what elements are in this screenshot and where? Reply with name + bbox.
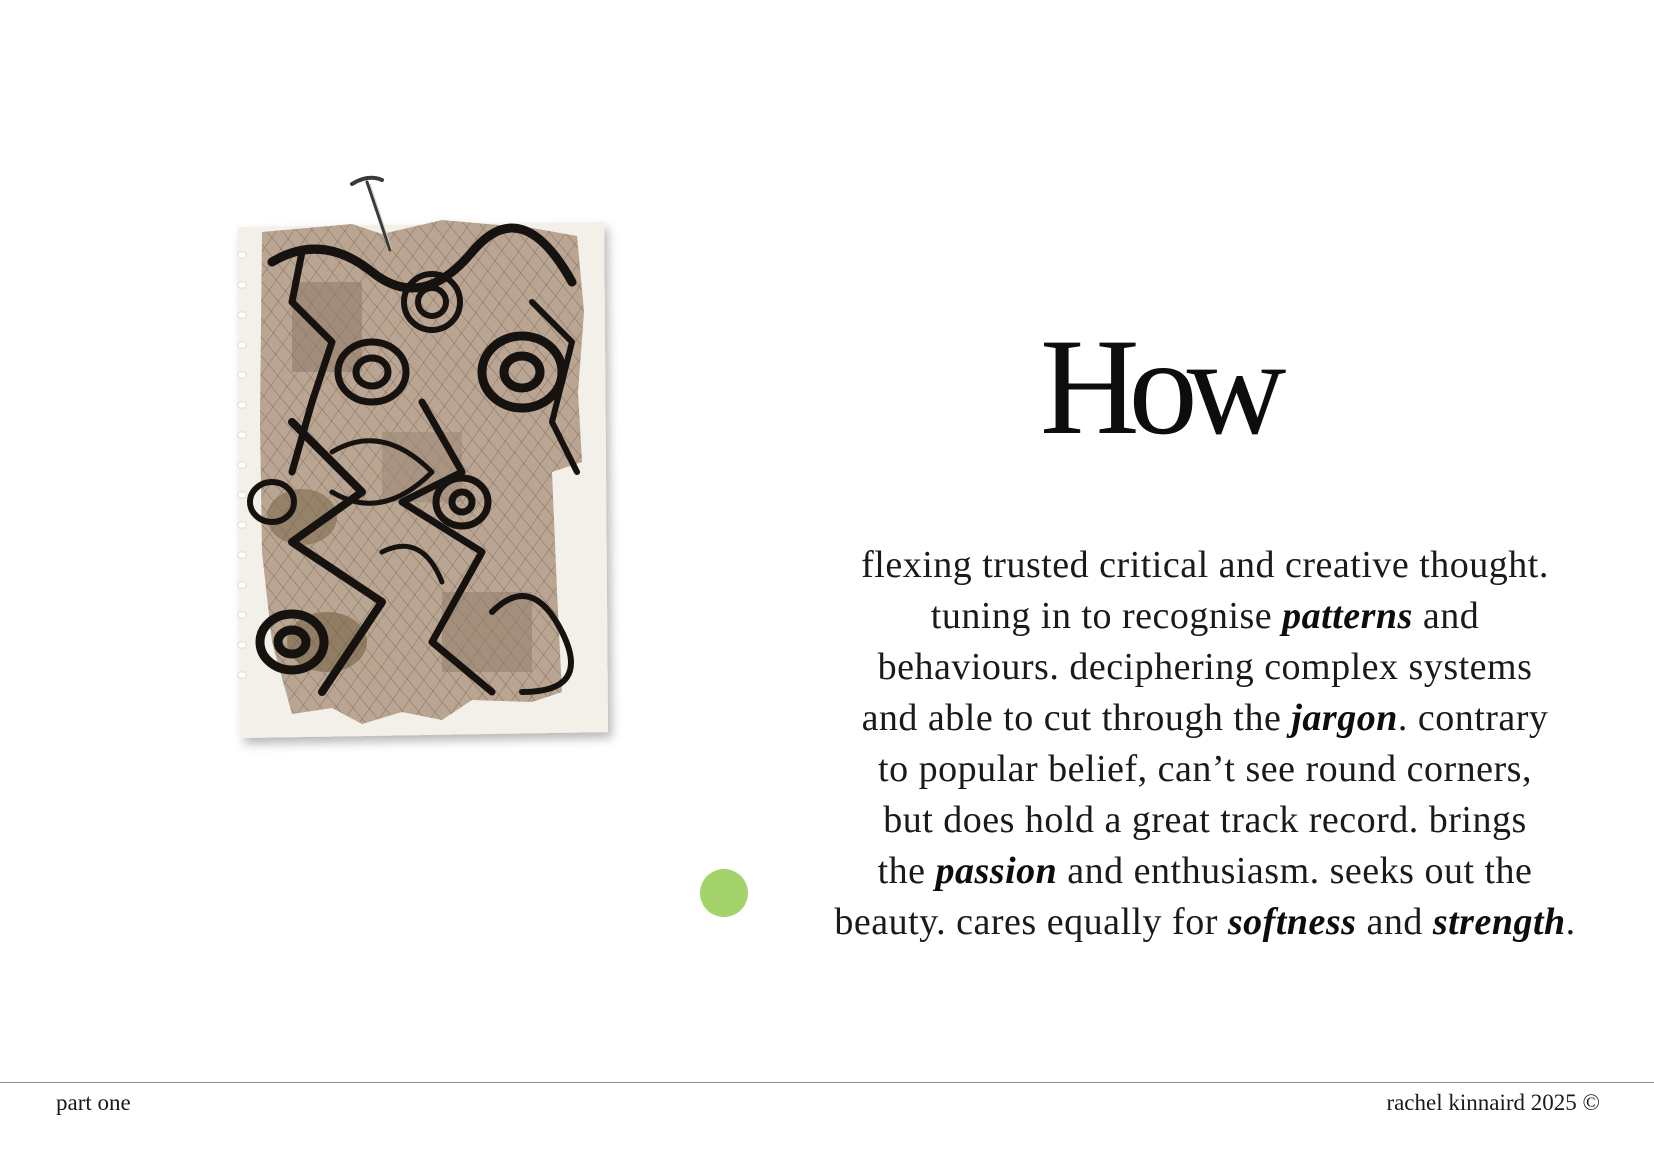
green-accent-dot [700,869,748,917]
collage-artwork-icon [232,172,632,772]
emphasis-word: jargon [1291,697,1398,739]
body-line [790,591,1620,642]
text-segment: tuning in to recognise [930,595,1283,637]
body-line [790,897,1620,948]
text-segment: and able to cut through the [861,697,1292,739]
body-line [790,540,1620,591]
body-line [790,846,1620,897]
page-heading: How [1040,310,1276,463]
body-line [790,642,1620,693]
emphasis-word: strength [1432,901,1566,943]
body-line [790,795,1620,846]
text-segment: and enthusiasm. seeks out the [1057,850,1533,892]
footer-copyright: rachel kinnaird 2025 © [1386,1090,1600,1115]
text-segment: and [1356,901,1433,943]
collage-artwork [232,172,632,772]
text-segment: beauty. cares equally for [834,901,1228,943]
text-segment: . contrary [1397,697,1549,739]
text-segment: behaviours. deciphering complex systems [877,646,1533,688]
footer-divider [0,1082,1654,1083]
emphasis-word: softness [1227,901,1357,943]
text-segment: but does hold a great track record. brings [883,799,1527,841]
footer-section-label: part one [56,1090,131,1115]
emphasis-word: patterns [1282,595,1413,637]
emphasis-word: passion [935,850,1058,892]
body-line [790,744,1620,795]
text-segment: the [877,850,936,892]
body-paragraph [790,540,1620,948]
text-segment: and [1412,595,1480,637]
text-segment: flexing trusted critical and creative thought. [861,544,1549,586]
text-segment: . [1565,901,1576,943]
text-segment: to popular belief, can’t see round corners, [878,748,1532,790]
body-line [790,693,1620,744]
